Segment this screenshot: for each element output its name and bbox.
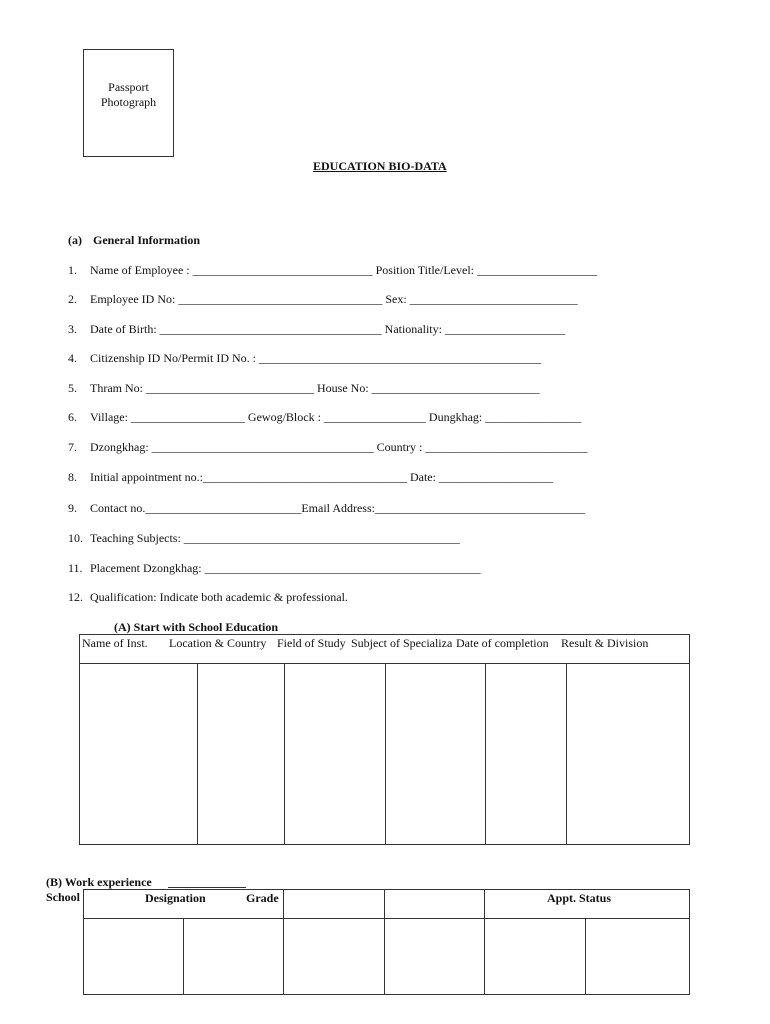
section-a-label: (a) <box>68 233 82 247</box>
field-row[interactable] <box>68 263 597 278</box>
column-divider <box>484 890 485 994</box>
column-divider <box>384 890 385 994</box>
table-header-cell: Appt. Status <box>547 891 612 905</box>
table-header-cell: Location & Country <box>169 636 267 650</box>
field-row[interactable] <box>68 351 541 366</box>
field-number: 11. <box>68 561 83 575</box>
column-divider <box>566 663 567 844</box>
field-text: Initial appointment no.:__________________________________ Date: ___________________ <box>90 470 553 484</box>
field-number: 2. <box>68 292 77 306</box>
field-row[interactable] <box>68 501 585 516</box>
field-row[interactable] <box>68 470 553 485</box>
table-header-cell: Grade <box>246 891 279 905</box>
column-divider <box>385 663 386 844</box>
field-text: Village: ___________________ Gewog/Block : _________________ Dungkhag: ________________ <box>90 410 582 424</box>
table-b-caption: (B) Work experience <box>46 875 152 889</box>
school-education-table[interactable] <box>79 634 690 845</box>
work-experience-table[interactable] <box>83 889 690 995</box>
table-a-caption: (A) Start with School Education <box>114 620 279 634</box>
field-text: Placement Dzongkhag: ______________________________________________ <box>90 561 481 575</box>
field-text: Citizenship ID No/Permit ID No. : _______________________________________________ <box>90 351 541 365</box>
table-header-cell: Result & Division <box>561 636 649 650</box>
section-a-title: General Information <box>93 233 200 247</box>
column-divider <box>183 918 184 994</box>
column-divider <box>585 918 586 994</box>
field-number: 3. <box>68 322 77 336</box>
field-number: 9. <box>68 501 77 515</box>
column-divider <box>197 663 198 844</box>
field-text: Name of Employee : ______________________________ Position Title/Level: ____________________ <box>90 263 597 277</box>
field-number: 4. <box>68 351 77 365</box>
field-row[interactable] <box>68 410 581 425</box>
field-number: 7. <box>68 440 77 454</box>
field-text: Date of Birth: _____________________________________ Nationality: ____________________ <box>90 322 565 336</box>
table-header-cell: Field of Study <box>277 636 346 650</box>
field-number: 1. <box>68 263 77 277</box>
table-header-cell: Name of Inst. <box>82 636 148 650</box>
table-header-cell: School <box>46 890 81 904</box>
column-divider <box>284 663 285 844</box>
field-number: 12. <box>68 590 83 604</box>
field-number: 6. <box>68 410 77 424</box>
field-text: Teaching Subjects: ______________________________________________ <box>90 531 460 545</box>
page-title: EDUCATION BIO-DATA <box>313 159 447 173</box>
field-row[interactable] <box>68 322 565 337</box>
table-header-cell: Designation <box>145 891 206 905</box>
field-row[interactable] <box>68 381 540 396</box>
field-row[interactable] <box>68 561 481 576</box>
section-a-heading <box>68 233 200 248</box>
field-text: Dzongkhag: _____________________________________ Country : ___________________________ <box>90 440 588 454</box>
table-left-border <box>83 890 84 994</box>
photo-label-line2: Photograph <box>100 95 157 109</box>
field-row[interactable] <box>68 292 578 307</box>
column-divider <box>283 890 284 994</box>
field-number: 8. <box>68 470 77 484</box>
table-header-row <box>80 635 689 664</box>
field-text: Thram No: ____________________________ House No: ____________________________ <box>90 381 540 395</box>
field-text: Qualification: Indicate both academic & professional. <box>90 590 348 604</box>
caption-underline <box>168 887 246 888</box>
table-header-cell: Date of completion <box>456 636 549 650</box>
field-text: Contact no.__________________________Email Address:___________________________________ <box>90 501 585 515</box>
column-divider <box>485 663 486 844</box>
passport-photo-box <box>83 49 174 157</box>
photo-label-line1: Passport <box>108 80 149 94</box>
field-number: 5. <box>68 381 77 395</box>
table-header-cell: Subject of Specializa <box>351 636 453 650</box>
field-row[interactable] <box>68 531 460 546</box>
field-row <box>68 590 348 605</box>
field-number: 10. <box>68 531 83 545</box>
field-text: Employee ID No: __________________________________ Sex: ____________________________ <box>90 292 578 306</box>
field-row[interactable] <box>68 440 587 455</box>
table-header-row <box>83 890 689 919</box>
